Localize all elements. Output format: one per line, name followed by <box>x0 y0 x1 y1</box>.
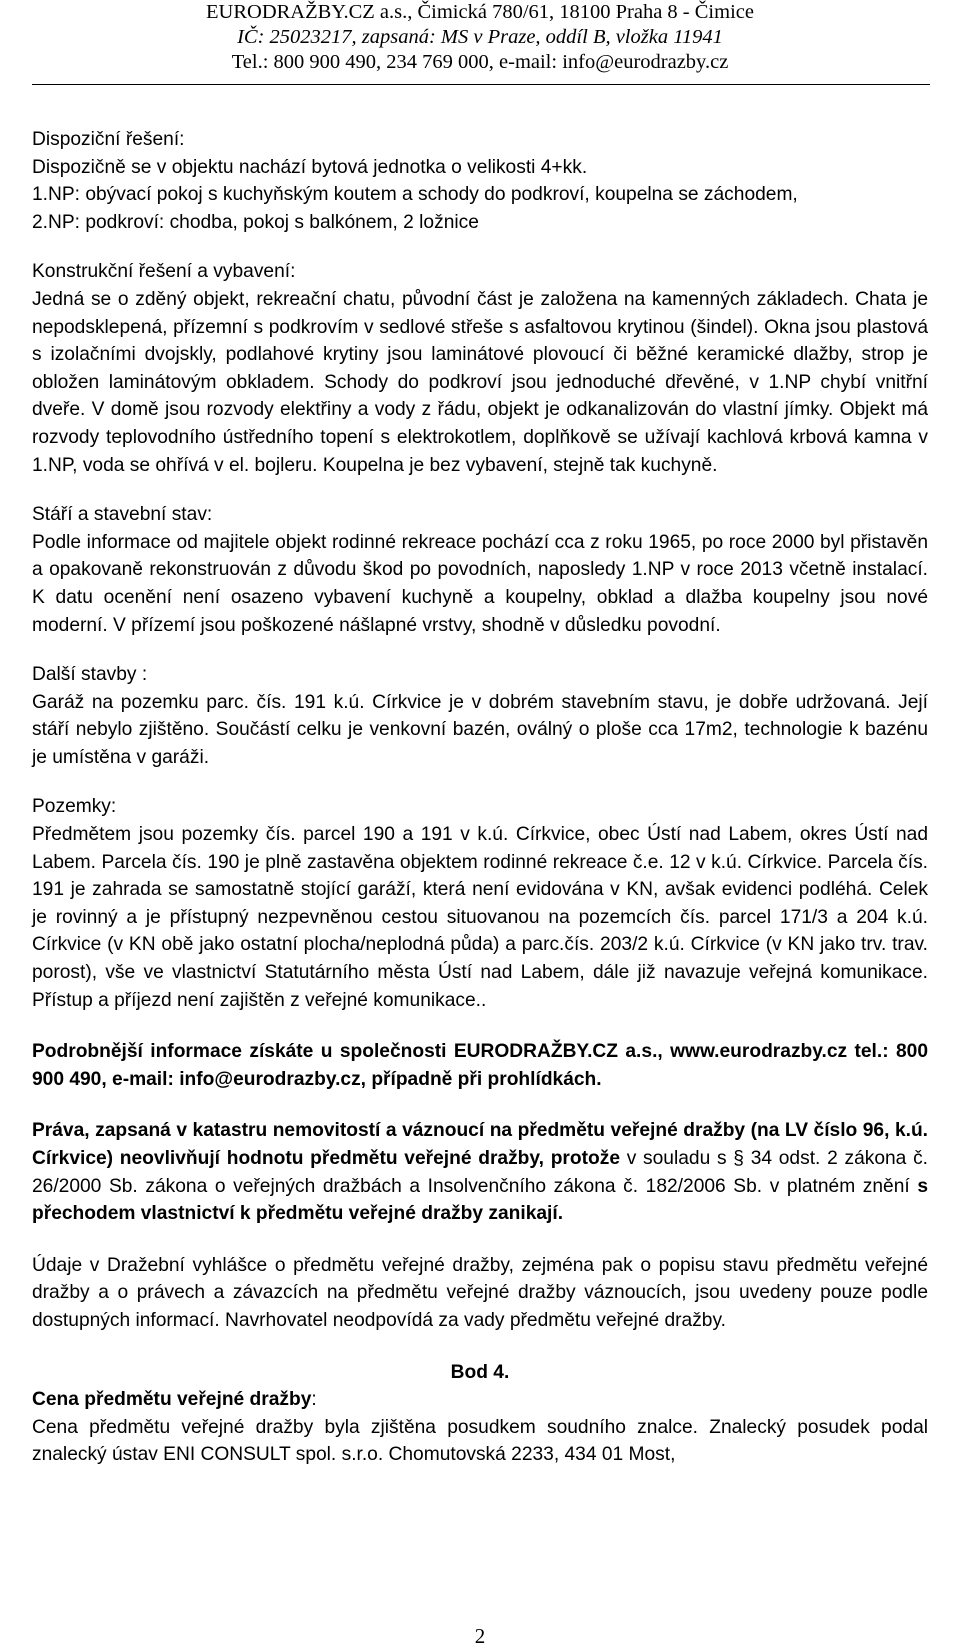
konstrukce-text: Jedná se o zděný objekt, rekreační chatu, původní část je založena na kamenných základech. Chata je nepodsklepená, přízemní s podkrovím v sedlové střeše s asfaltovou krytinou (šindel). Okna jsou plastová s izolačními dvojskly, podlahové krytiny jsou laminátové plovoucí či běžné keramické dlažby, strop je obložen laminátovým obkladem. Schody do podkroví jsou jednoduché dřevěné, v 1.NP chybí vnitřní dveře. V domě jsou rozvody elektřiny a vody z řádu, objekt je odkanalizován do vlastní jímky. Objekt má rozvody teplovodního ústředního topení s elektrokotlem, doplňkově se užívají kachlová krbová kamna v 1.NP, voda se ohřívá v el. bojleru. Koupelna je bez vybavení, stejně tak kuchyně. <box>32 288 928 476</box>
rights-paragraph <box>32 1117 928 1227</box>
dalsi-stavby-text: Garáž na pozemku parc. čís. 191 k.ú. Církvice je v dobrém stavebním stavu, je dobře udržovaná. Její stáří nebylo zjištěno. Součástí celku je venkovní bazén, oválný o ploše cca 17m2, technologie k bazénu je umístěna v garáži. <box>32 691 928 768</box>
header-contact-line: Tel.: 800 900 490, 234 769 000, e-mail: info@eurodrazby.cz <box>231 51 729 73</box>
page-number: 2 <box>474 1624 486 1648</box>
header-company-line: EURODRAŽBY.CZ a.s., Čimická 780/61, 18100 Praha 8 - Čimice <box>206 1 754 23</box>
document-body <box>32 126 928 1469</box>
section-number: Bod 4. <box>450 1361 510 1383</box>
section-heading-stari: Stáří a stavební stav: <box>32 504 213 526</box>
rights-bold-ending: s přechodem vlastnictví k předmětu veřejné dražby zanikají. <box>32 1175 928 1225</box>
header-registration-line: IČ: 25023217, zapsaná: MS v Praze, oddíl B, vložka 11941 <box>237 26 723 48</box>
dispozice-line: 2.NP: podkroví: chodba, pokoj s balkónem, 2 ložnice <box>32 211 479 233</box>
page-header <box>0 0 960 75</box>
price-heading-line <box>32 1386 928 1414</box>
rights-bold-text: Práva, zapsaná v katastru nemovitostí a váznoucí na předmětu veřejné dražby (na LV číslo 96, k.ú. Církvice) neovlivňují hodnotu předmětu veřejné dražby, protože <box>32 1120 928 1169</box>
price-heading-colon: : <box>311 1389 317 1411</box>
section-heading-pozemky: Pozemky: <box>32 796 117 818</box>
section-heading-dispozice: Dispoziční řešení: <box>32 129 185 150</box>
rights-normal-text: v souladu s § 34 odst. 2 zákona č. 26/2000 Sb. zákona o veřejných dražbách a Insolvenčního zákona č. 182/2006 Sb. v platném znění <box>32 1148 928 1197</box>
contact-info-paragraph <box>32 1038 928 1093</box>
disclaimer-paragraph: Údaje v Dražební vyhlášce o předmětu veřejné dražby, zejména pak o popisu stavu předmětu veřejné dražby a o právech a závazcích na předmětu veřejné dražby váznoucích, jsou uvedeny pouze podle dostupných informací. Navrhovatel neodpovídá za vady předmětu veřejné dražby. <box>32 1254 928 1331</box>
price-text: Cena předmětu veřejné dražby byla zjištěna posudkem soudního znalce. Znalecký posudek podal znalecký ústav ENI CONSULT spol. s.r.o. Chomutovská 2233, 434 01 Most, <box>32 1416 928 1466</box>
section-heading-konstrukce: Konstrukční řešení a vybavení: <box>32 261 296 283</box>
header-divider <box>32 84 930 85</box>
dispozice-line: Dispozičně se v objektu nachází bytová jednotka o velikosti 4+kk. <box>32 156 588 178</box>
section-heading-dalsi-stavby: Další stavby : <box>32 664 148 686</box>
dispozice-line: 1.NP: obývací pokoj s kuchyňským koutem a schody do podkroví, koupelna se záchodem, <box>32 184 798 206</box>
price-heading: Cena předmětu veřejné dražby <box>32 1389 312 1411</box>
pozemky-text: Předmětem jsou pozemky čís. parcel 190 a 191 v k.ú. Církvice, obec Ústí nad Labem, okres Ústí nad Labem. Parcela čís. 190 je plně zastavěna objektem rodinné rekreace č.e. 12 v k.ú. Církvice. Parcela čís. 191 je zahrada se samostatně stojící garáží, která není evidována v KN, avšak evidenci podléhá. Celek je rovinný a je přístupný nezpevněnou cestou situovanou na pozemcích čís. parcel 171/3 a 204 k.ú. Církvice (v KN obě jako ostatní plocha/neplodná půda) a parc.čís. 203/2 k.ú. Církvice (v KN jako trv. trav. porost), vše ve vlastnictví Statutárního města Ústí nad Labem, dále již navazuje veřejná komunikace. Přístup a příjezd není zajištěn z veřejné komunikace.. <box>32 824 928 1011</box>
contact-info-text: Podrobnější informace získáte u společnosti EURODRAŽBY.CZ a.s., www.eurodrazby.cz tel.: 800 900 490, e-mail: info@eurodrazby.cz, případně při prohlídkách. <box>32 1041 928 1090</box>
stari-text: Podle informace od majitele objekt rodinné rekreace pochází cca z roku 1965, po roce 2000 byl přistavěn a opakovaně rekonstruován z důvodu škod po povodních, naposledy 1.NP v roce 2013 včetně instalací. K datu ocenění není osazeno vybavení kuchyně a koupelny, obklad a dlažba koupelny jsou nové moderní. V přízemí jsou poškozené nášlapné vrstvy, shodně v důsledku povodní. <box>32 531 928 636</box>
